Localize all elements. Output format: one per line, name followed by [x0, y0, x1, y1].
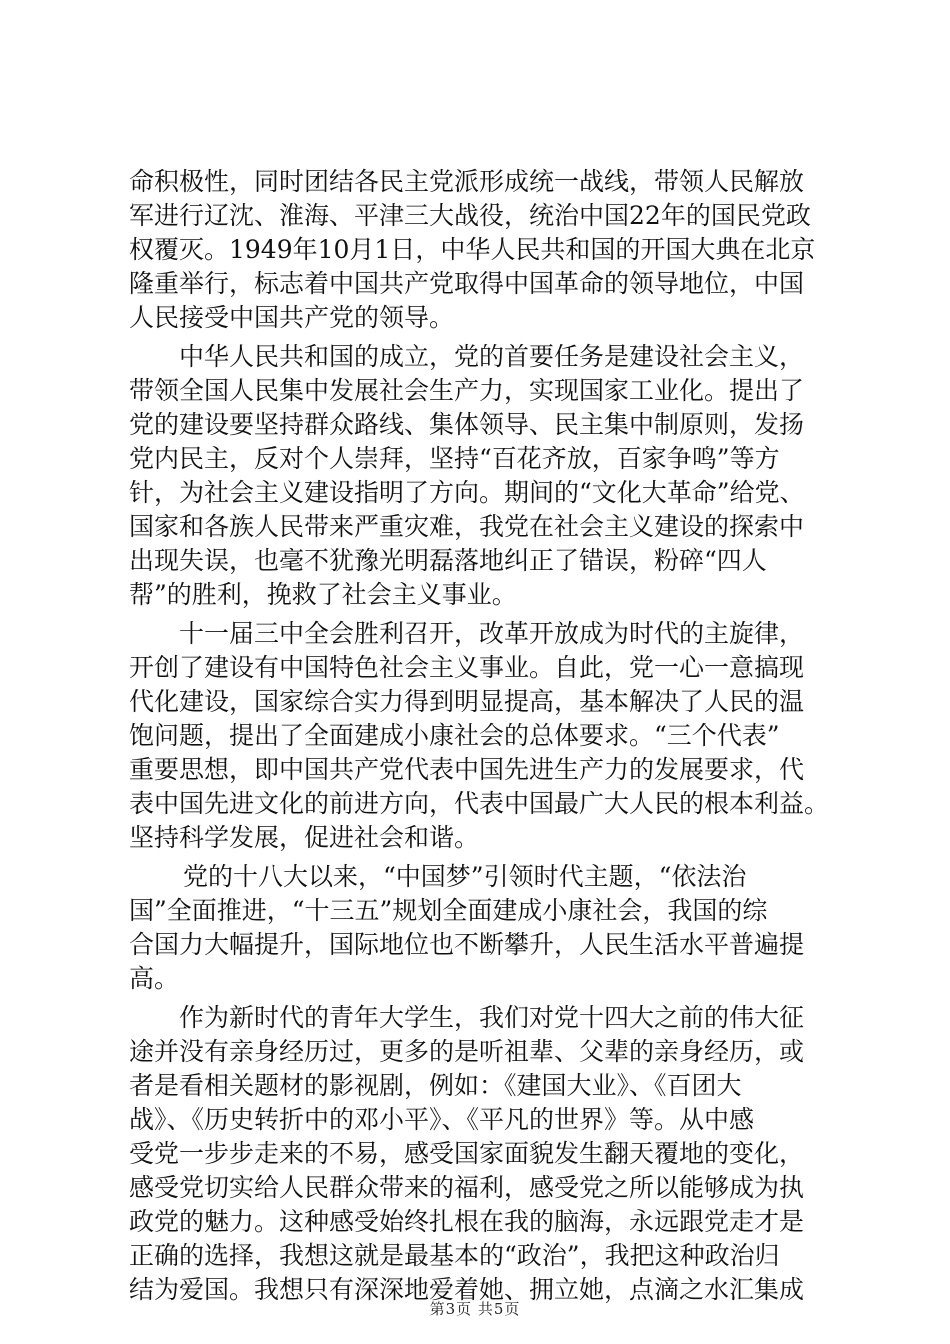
text-line: 命积极性，同时团结各民主党派形成统一战线，带领人民解放 — [129, 167, 805, 196]
text-line: 坚持科学发展，促进社会和谐。 — [129, 823, 480, 852]
text-line: 途并没有亲身经历过，更多的是听祖辈、父辈的亲身经历，或 — [129, 1037, 805, 1066]
text-line: 十一届三中全会胜利召开，改革开放成为时代的主旋律， — [179, 619, 805, 648]
text-line: 代化建设，国家综合实力得到明显提高，基本解决了人民的温 — [129, 687, 805, 716]
text-line: 饱问题，提出了全面建成小康社会的总体要求。“三个代表” — [129, 721, 780, 750]
text-line: 党的十八大以来，“中国梦”引领时代主题，“依法治 — [183, 862, 747, 891]
text-line: 党的建设要坚持群众路线、集体领导、民主集中制原则，发扬 — [129, 410, 805, 439]
text-line: 合国力大幅提升，国际地位也不断攀升，人民生活水平普遍提 — [129, 930, 805, 959]
text-line: 表中国先进文化的前进方向，代表中国最广大人民的根本利益。 — [129, 789, 830, 818]
text-line: 权覆灭。1949年10月1日，中华人民共和国的开国大典在北京 — [129, 235, 816, 264]
text-line: 出现失误，也毫不犹豫光明磊落地纠正了错误，粉碎“四人 — [129, 546, 767, 575]
text-line: 高。 — [129, 964, 180, 993]
text-line: 人民接受中国共产党的领导。 — [129, 303, 455, 332]
text-line: 正确的选择，我想这就是最基本的“政治”，我把这种政治归 — [129, 1241, 780, 1270]
text-line: 带领全国人民集中发展社会生产力，实现国家工业化。提出了 — [129, 376, 805, 405]
text-line: 中华人民共和国的成立，党的首要任务是建设社会主义， — [179, 342, 805, 371]
text-line: 国”全面推进，“十三五”规划全面建成小康社会，我国的综 — [129, 896, 768, 925]
text-line: 军进行辽沈、淮海、平津三大战役，统治中国22年的国民党政 — [129, 201, 811, 230]
text-line: 感受党切实给人民群众带来的福利，感受党之所以能够成为执 — [129, 1173, 805, 1202]
text-line: 政党的魅力。这种感受始终扎根在我的脑海，永远跟党走才是 — [129, 1207, 805, 1236]
text-line: 受党一步步走来的不易，感受国家面貌发生翻天覆地的变化， — [129, 1139, 805, 1168]
text-line: 结为爱国。我想只有深深地爱着她、拥立她，点滴之水汇集成 — [129, 1275, 805, 1304]
text-line: 党内民主，反对个人崇拜，坚持“百花齐放，百家争鸣”等方 — [129, 444, 780, 473]
text-line: 国家和各族人民带来严重灾难，我党在社会主义建设的探索中 — [129, 512, 805, 541]
text-line: 开创了建设有中国特色社会主义事业。自此，党一心一意搞现 — [129, 653, 805, 682]
text-line: 战》、《历史转折中的邓小平》、《平凡的世界》等。从中感 — [129, 1105, 755, 1134]
text-line: 者是看相关题材的影视剧，例如：《建国大业》、《百团大 — [129, 1071, 742, 1100]
text-line: 重要思想，即中国共产党代表中国先进生产力的发展要求，代 — [129, 755, 805, 784]
text-line: 帮”的胜利，挽救了社会主义事业。 — [129, 580, 517, 609]
text-line: 作为新时代的青年大学生，我们对党十四大之前的伟大征 — [179, 1003, 805, 1032]
text-line: 隆重举行，标志着中国共产党取得中国革命的领导地位，中国 — [129, 269, 805, 298]
page-footer: 第3页 共5页 — [429, 1300, 521, 1318]
text-line: 针，为社会主义建设指明了方向。期间的“文化大革命”给党、 — [129, 478, 805, 507]
